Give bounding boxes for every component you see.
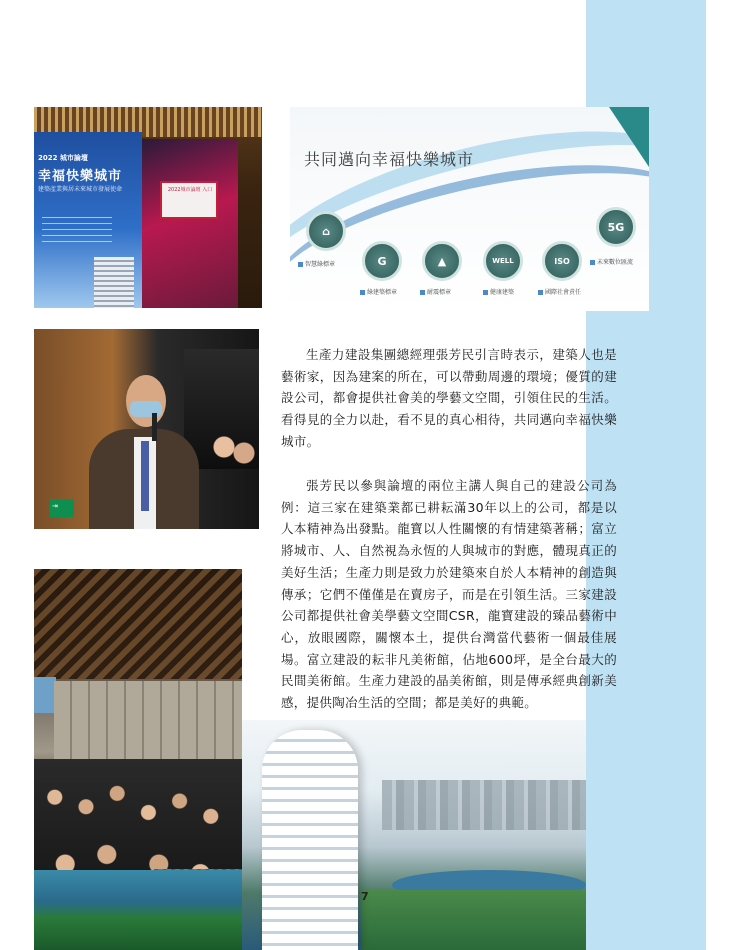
background-attendees — [209, 429, 259, 489]
infographic-title: 共同邁向幸福快樂城市 — [304, 150, 475, 169]
hall-ceiling — [34, 569, 242, 679]
forum-banner-photo — [34, 107, 262, 308]
badge-label-smart: 智慧綠標章 — [298, 259, 335, 268]
badge-label-green: 綠建築標章 — [360, 287, 397, 296]
green-building-icon: G — [362, 241, 402, 281]
microphone-icon — [152, 413, 157, 441]
corner-accent — [609, 107, 649, 167]
wall-panels — [54, 681, 242, 761]
art-banner — [142, 139, 238, 308]
page-margin — [706, 0, 740, 950]
article-paragraph-2 — [281, 475, 617, 714]
banner-title: 幸福快樂城市 — [38, 169, 123, 184]
speaker-photo — [34, 329, 259, 529]
paragraph-text: 生產力建設集團總經理張芳民引言時表示，建築人也是藝術家，因為建案的所在，可以帶動周邊的環境；優質的建設公司，都會提供社會美的學藝文空間，引領住民的生活。看得見的全力以赴，看不見的真心相待，共同邁向幸福快樂城市。 — [281, 347, 617, 449]
seismic-building-icon: ▲ — [422, 241, 462, 281]
banner-text-lines — [42, 217, 112, 247]
5g-icon: 5G — [596, 207, 636, 247]
page-number: 7 — [361, 890, 369, 903]
badge-label-5g: 未來數位匯流 — [590, 257, 633, 266]
happy-city-infographic — [290, 107, 649, 311]
river-landscape — [34, 870, 254, 950]
article-paragraph-1 — [281, 344, 617, 453]
banner-year: 2022 城市論壇 — [38, 154, 88, 162]
speaker-tie — [141, 441, 149, 511]
paragraph-text: 張芳民以參與論壇的兩位主講人與自己的建設公司為例：這三家在建築業都已耕耘滿30年以上的公司，都是以人本精神為出發點。龍寶以人性關懷的有情建築著稱；富立將城市、人、自然視為永恆的人與城市的對應，體現真正的美好生活；生產力則是致力於建築來自於人本精神的創造與傳承；它們不僅僅是在賣房子，而是在引領生活。三家建設公司都提供社會美學藝文空間CSR，龍寶建設的臻品藝術中心，放眼國際，關懷本土，提供台灣當代藝術一個最佳展場。富立建設的耘非凡美術館，佔地600坪，是全台最大的民間美術館。生產力建設的晶美術館，則是傳承經典創新美感，提供陶冶生活的空間；都是美好的典範。 — [281, 478, 617, 711]
well-icon: WELL — [483, 241, 523, 281]
entrance-sign-text: 2022城市論壇 入口 — [167, 187, 213, 193]
iso-icon: ISO — [542, 241, 582, 281]
riverside-park — [362, 890, 586, 950]
city-skyline — [382, 780, 586, 830]
house-icon: ⌂ — [306, 211, 346, 251]
residential-tower — [262, 730, 358, 950]
banner-subtitle: 建築產業與居未來城市發展使命 — [38, 186, 123, 193]
badge-label-well: 健康建築 — [483, 287, 514, 296]
badge-label-iso: 國際社會責任 — [538, 287, 581, 296]
projection-screen — [34, 677, 56, 713]
badge-label-seismic: 耐震標章 — [420, 287, 451, 296]
exit-sign-icon: ⇥ — [52, 502, 58, 510]
city-tower-photo — [242, 720, 586, 950]
face-mask — [130, 401, 162, 417]
building-graphic — [94, 257, 134, 308]
